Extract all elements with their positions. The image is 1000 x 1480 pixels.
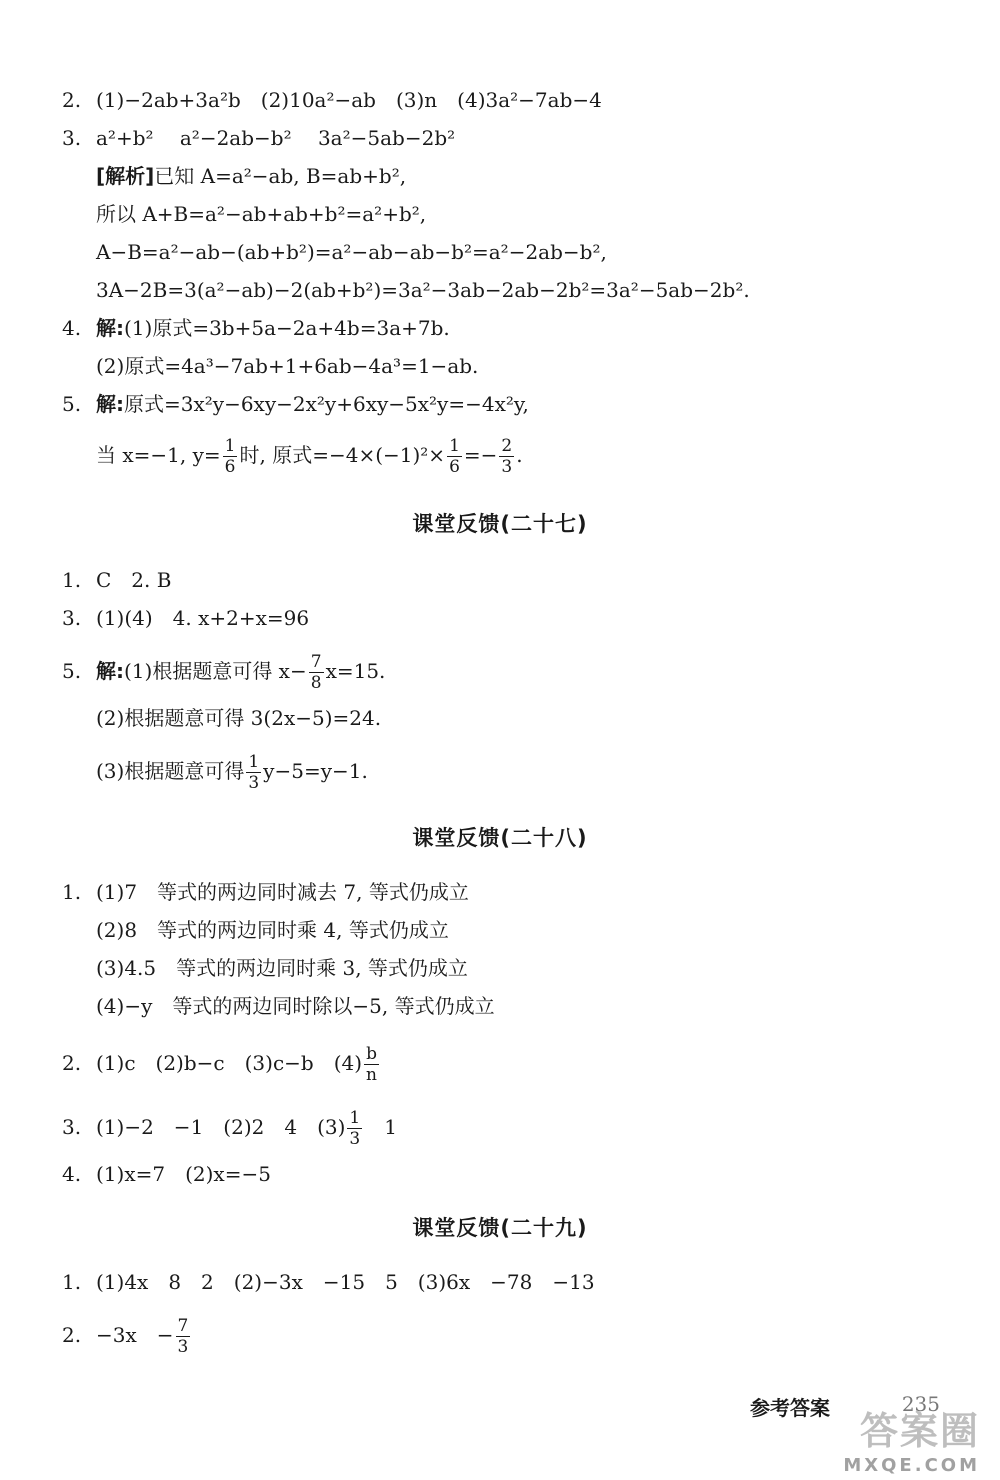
answer-line: (2)原式=4a³−7ab+1+6ab−4a³=1−ab.	[96, 354, 479, 378]
section-title: 课堂反馈(二十八)	[412, 826, 588, 850]
section-title: 课堂反馈(二十七)	[412, 512, 588, 536]
answer-line: 2. (1)−2ab+3a²b (2)10a²−ab (3)n (4)3a²−7ab−4	[62, 88, 602, 112]
answer-line: (3)4.5 等式的两边同时乘 3, 等式仍成立	[96, 956, 468, 980]
fraction: $\frac{7}{3}$	[177, 1316, 189, 1357]
analysis-line: [解析]已知 A=a²−ab, B=ab+b²,	[96, 164, 407, 188]
fraction: $\frac{7}{8}$	[310, 652, 322, 693]
answer-line: 3. (1)(4) 4. x+2+x=96	[62, 606, 310, 630]
answer-line: 1. (1)7 等式的两边同时减去 7, 等式仍成立	[62, 880, 469, 904]
answer-line: (4)−y 等式的两边同时除以−5, 等式仍成立	[96, 994, 495, 1018]
fraction: $\frac{2}{3}$	[501, 436, 513, 477]
answer-line: 5. 解:(1)根据题意可得 x− $\frac{7}{8}$ x=15.	[62, 652, 386, 693]
answer-line: (2)8 等式的两边同时乘 4, 等式仍成立	[96, 918, 449, 942]
fraction: $\frac{1}{6}$	[449, 436, 460, 477]
answer-line: 5. 解:原式=3x²y−6xy−2x²y+6xy−5x²y=−4x²y,	[62, 392, 529, 416]
footer-label: 参考答案	[750, 1396, 830, 1420]
answer-line: 4. (1)x=7 (2)x=−5	[62, 1162, 271, 1186]
analysis-line: 3A−2B=3(a²−ab)−2(ab+b²)=3a²−3ab−2ab−2b²=3a²−5ab−2b².	[96, 278, 750, 302]
fraction: $\frac{1}{3}$	[248, 752, 260, 793]
page-number: 235	[901, 1392, 940, 1416]
answer-line: (2)根据题意可得 3(2x−5)=24.	[96, 706, 382, 730]
answer-line: 1. C 2. B	[62, 568, 172, 592]
answer-line: 3. a²+b² a²−2ab−b² 3a²−5ab−2b²	[62, 126, 456, 150]
fraction: $\frac{b}{n}$	[366, 1044, 377, 1085]
answer-line: 4. 解:(1)原式=3b+5a−2a+4b=3a+7b.	[62, 316, 450, 340]
answer-line: 当 x=−1, y= $\frac{1}{6}$ 时, 原式=−4×(−1)²× $\frac{1}{6}$ =− $\frac{2}{3}$ .	[96, 436, 523, 477]
answer-line: 2. (1)c (2)b−c (3)c−b (4) $\frac{b}{n}$	[62, 1044, 377, 1085]
answer-line: 2. −3x − $\frac{7}{3}$	[62, 1316, 189, 1357]
fraction: $\frac{1}{6}$	[224, 436, 236, 477]
watermark-logo: 答案圈 MXQE.COM	[843, 1409, 980, 1476]
analysis-line: A−B=a²−ab−(ab+b²)=a²−ab−ab−b²=a²−2ab−b²,	[96, 240, 607, 264]
section-title: 课堂反馈(二十九)	[412, 1216, 588, 1240]
fraction: $\frac{1}{3}$	[349, 1108, 361, 1149]
analysis-line: 所以 A+B=a²−ab+ab+b²=a²+b²,	[96, 202, 427, 226]
answer-line: (3)根据题意可得 $\frac{1}{3}$ y−5=y−1.	[96, 752, 368, 793]
answer-line: 1. (1)4x 8 2 (2)−3x −15 5 (3)6x −78 −13	[62, 1270, 595, 1294]
answer-line: 3. (1)−2 −1 (2)2 4 (3) $\frac{1}{3}$ 1	[62, 1108, 397, 1149]
